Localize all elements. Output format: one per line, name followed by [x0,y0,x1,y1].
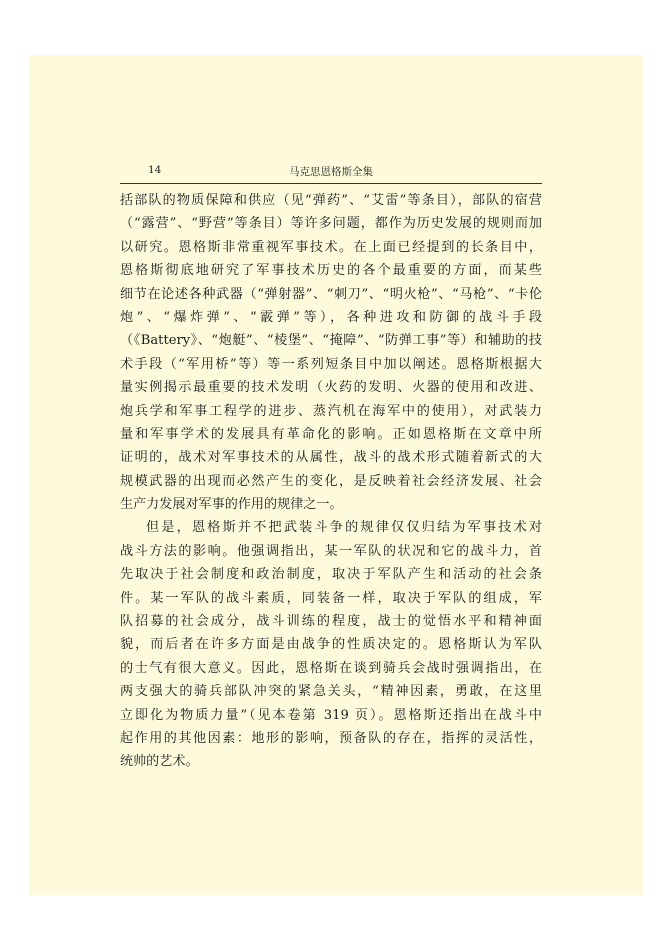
text-line: 炮兵学和军事工程学的进步、蒸汽机在海军中的使用），对武装力 [120,403,542,419]
text-line: 战斗方法的影响。他强调指出，某一军队的状况和它的战斗力，首 [120,543,542,559]
text-line: 恩格斯彻底地研究了军事技术历史的各个最重要的方面，而某些 [120,263,542,279]
text-line: 统帅的艺术。 [120,754,199,770]
text-line: 生产力发展对军事的作用的规律之一。 [120,497,343,513]
text-line: 貌，而后者在许多方面是由战争的性质决定的。恩格斯认为军队 [120,637,542,653]
text-line: 立即化为物质力量”（见本卷第 319 页）。恩格斯还指出在战斗中 [120,707,542,723]
text-line: 证明的，战术对军事技术的从属性，战斗的战术形式随着新式的大 [120,450,542,466]
text-line: （《Battery》、“炮艇”、“棱堡”、“掩障”、“防弹工事”等）和辅助的技 [120,333,542,349]
body-text [120,189,542,774]
text-line: 先取决于社会制度和政治制度，取决于军队产生和活动的社会条 [120,567,542,583]
text-line: 量实例揭示最重要的技术发明（火药的发明、火器的使用和改进、 [120,380,542,396]
text-line: （“露营”、“野营”等条目）等许多问题，都作为历史发展的规则而加 [120,216,542,232]
text-line: 规模武器的出现而必然产生的变化，是反映着社会经济发展、社会 [120,473,542,489]
text-line: 两支强大的骑兵部队冲突的紧急关头，“精神因素，勇敢，在这里 [120,684,542,700]
paragraph-2 [120,516,542,773]
text-line: 细节在论述各种武器（“弹射器”、“刺刀”、“明火枪”、“马枪”、“卡伦 [120,286,542,302]
paragraph-1 [120,189,542,516]
text-line: 队招募的社会成分，战斗训练的程度，战士的觉悟水平和精神面 [120,614,542,630]
text-line: 件。某一军队的战斗素质，同装备一样，取决于军队的组成，军 [120,590,542,606]
page-number: 14 [148,164,162,176]
text-line: 的士气有很大意义。因此，恩格斯在谈到骑兵会战时强调指出，在 [120,660,542,676]
text-line: 炮”、“爆炸弹”、“霰弹”等），各种进攻和防御的战斗手段 [120,309,542,325]
text-line: 但是，恩格斯并不把武装斗争的规律仅仅归结为军事技术对 [146,520,542,536]
running-title: 马克思恩格斯全集 [289,166,373,178]
text-line: 括部队的物质保障和供应（见“弹药”、“艾雷”等条目），部队的宿营 [120,193,542,208]
page-header [120,162,542,180]
text-line: 起作用的其他因素：地形的影响，预备队的存在，指挥的灵活性， [120,730,542,746]
text-line: 术手段（“军用桥”等）等一系列短条目中加以阐述。恩格斯根据大 [120,356,542,372]
text-line: 以研究。恩格斯非常重视军事技术。在上面已经提到的长条目中， [120,239,542,255]
text-line: 量和军事学术的发展具有革命化的影响。正如恩格斯在文章中所 [120,426,542,442]
header-rule [120,183,542,184]
